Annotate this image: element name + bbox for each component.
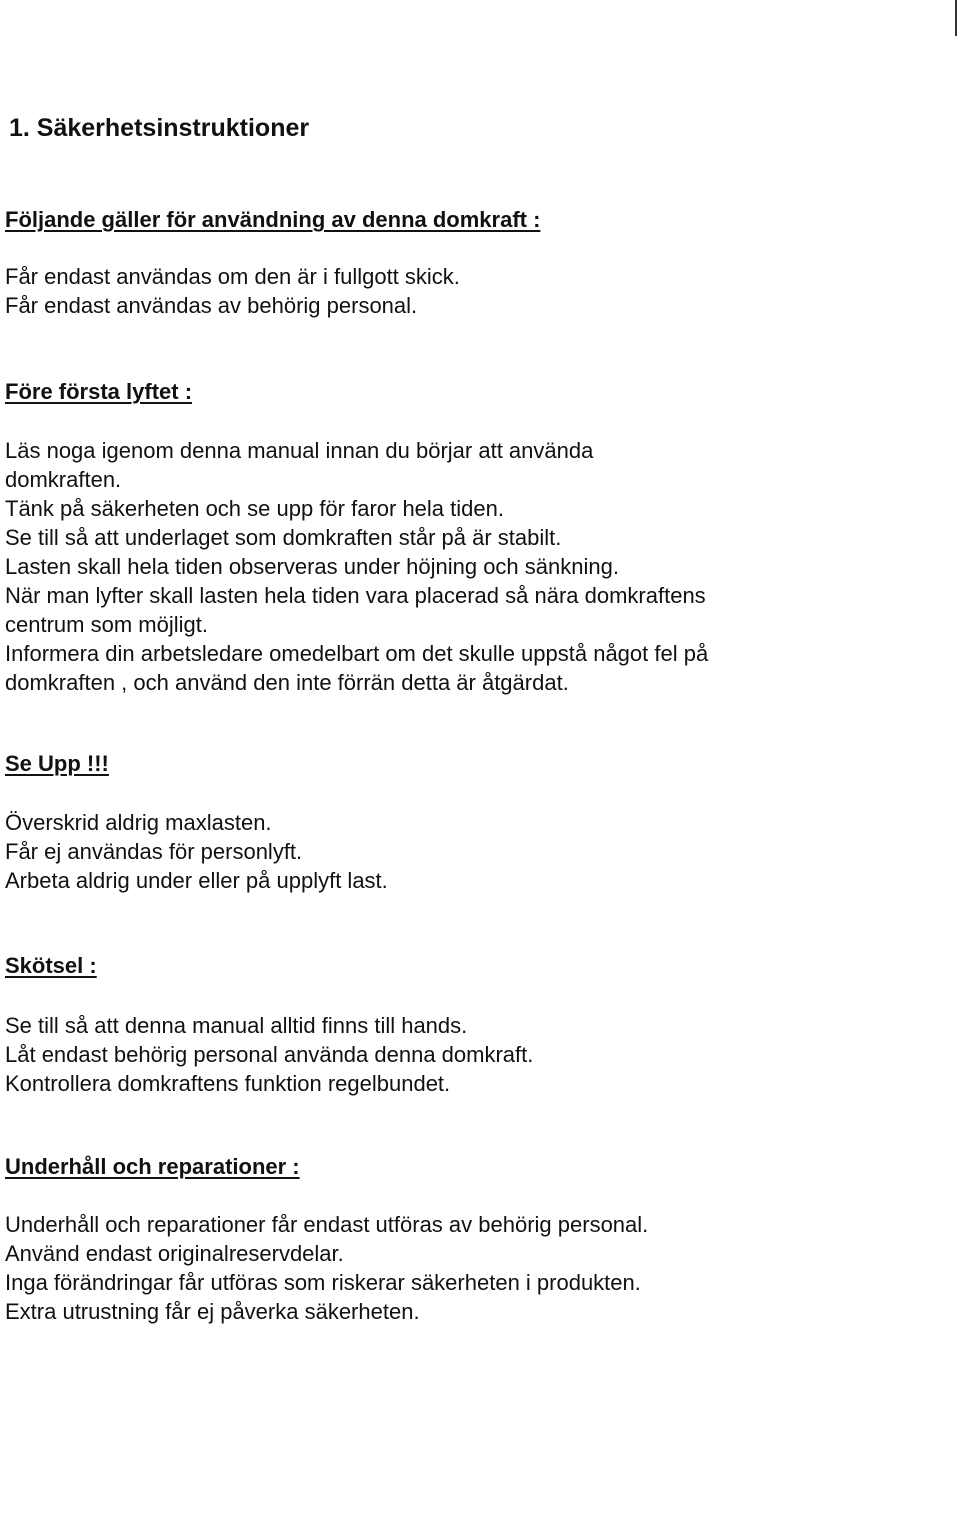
text-line: Arbeta aldrig under eller på upplyft last. (5, 868, 388, 893)
text-line: Extra utrustning får ej påverka säkerheten. (5, 1299, 420, 1324)
section-usage-conditions (5, 209, 925, 231)
text-line: Inga förändringar får utföras som riskerar säkerheten i produkten. (5, 1270, 641, 1295)
text-line: Får endast användas av behörig personal. (5, 293, 418, 318)
text-line: Överskrid aldrig maxlasten. (5, 810, 272, 835)
text-line: Låt endast behörig personal använda denna domkraft. (5, 1042, 534, 1067)
section-heading: Underhåll och reparationer : (5, 1154, 300, 1179)
text-line: Lasten skall hela tiden observeras under höjning och sänkning. (5, 554, 619, 579)
section-maintenance (5, 1156, 925, 1178)
text-line: Får endast användas om den är i fullgott skick. (5, 264, 460, 289)
section-before-first-lift (5, 381, 925, 403)
text-line: Tänk på säkerheten och se upp för faror hela tiden. (5, 496, 504, 521)
section-care-lines (5, 1011, 925, 1098)
page-title: 1. Säkerhetsinstruktioner (9, 114, 310, 142)
section-before-first-lift-lines (5, 436, 925, 697)
section-heading: Före första lyftet : (5, 379, 193, 404)
text-line: domkraften , och använd den inte förrän detta är åtgärdat. (5, 670, 569, 695)
section-heading: Skötsel : (5, 953, 97, 978)
text-line: Informera din arbetsledare omedelbart om det skulle uppstå något fel på (5, 641, 709, 666)
text-line: centrum som möjligt. (5, 612, 208, 637)
scan-edge-mark (955, 0, 957, 36)
text-line: Se till så att denna manual alltid finns till hands. (5, 1013, 468, 1038)
section-warning-lines (5, 808, 925, 895)
text-line: Se till så att underlaget som domkraften står på är stabilt. (5, 525, 562, 550)
section-heading: Följande gäller för användning av denna domkraft : (5, 207, 541, 232)
section-care (5, 955, 925, 977)
section-heading: Se Upp !!! (5, 751, 109, 776)
text-line: domkraften. (5, 467, 122, 492)
section-maintenance-lines (5, 1210, 925, 1326)
text-line: Kontrollera domkraftens funktion regelbundet. (5, 1071, 451, 1096)
section-warning (5, 753, 925, 775)
section-usage-conditions-lines (5, 262, 925, 320)
text-line: Får ej användas för personlyft. (5, 839, 303, 864)
text-line: Underhåll och reparationer får endast utföras av behörig personal. (5, 1212, 649, 1237)
text-line: När man lyfter skall lasten hela tiden vara placerad så nära domkraftens (5, 583, 706, 608)
text-line: Använd endast originalreservdelar. (5, 1241, 344, 1266)
text-line: Läs noga igenom denna manual innan du börjar att använda (5, 438, 594, 463)
